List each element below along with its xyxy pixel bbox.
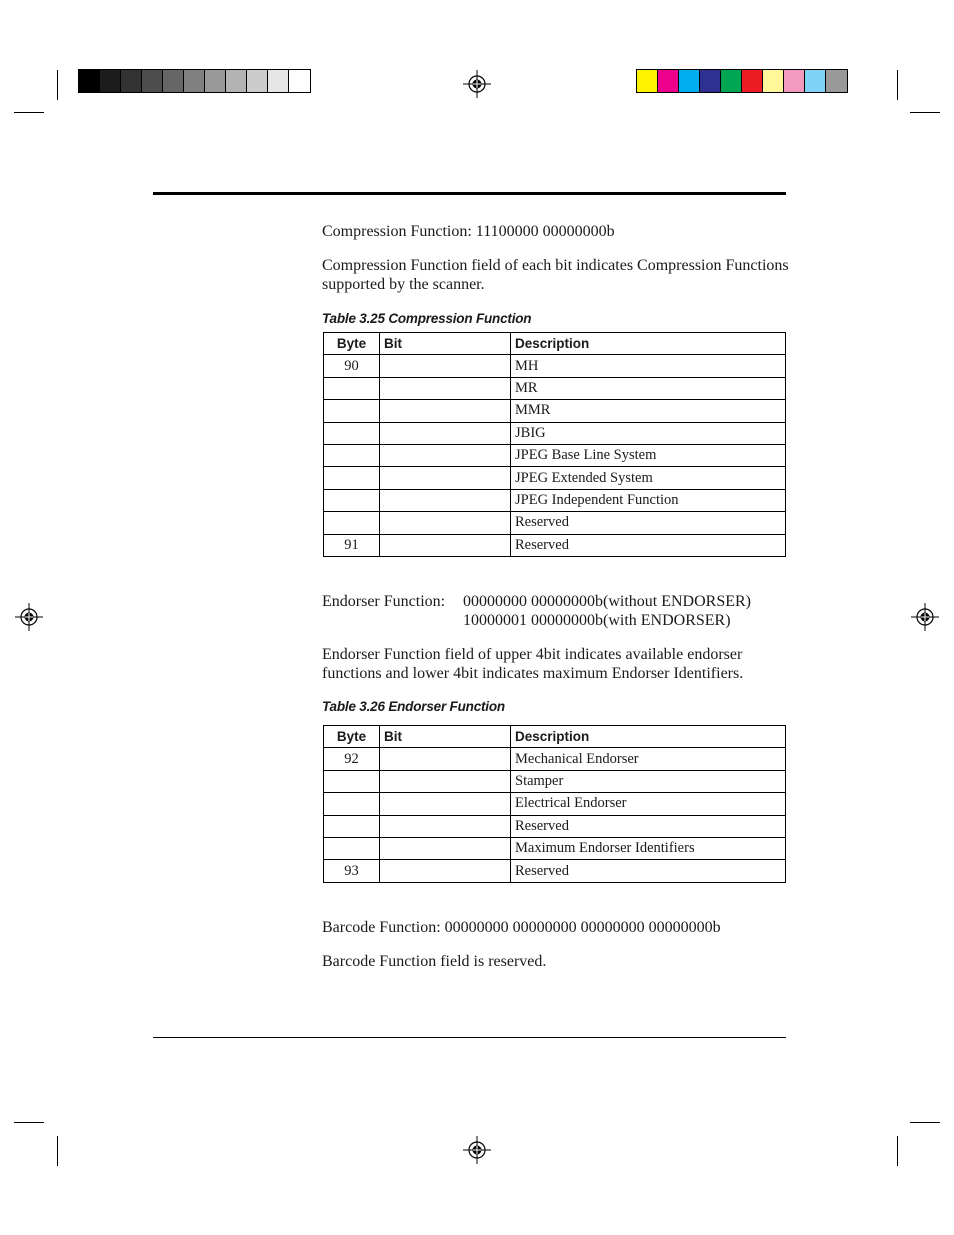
bit-cell xyxy=(380,489,511,511)
color-swatch xyxy=(763,70,784,92)
table-header-row xyxy=(324,333,786,355)
bit-cell xyxy=(380,837,511,859)
endorser-value-with: 10000001 00000000b(with ENDORSER) xyxy=(463,612,731,629)
table-caption: Table 3.26 Endorser Function xyxy=(322,699,505,714)
compression-body: Compression Function field of each bit indicates Compression Functions supported by the scanner. xyxy=(322,257,789,293)
table-row xyxy=(324,467,786,489)
byte-cell xyxy=(324,377,380,399)
color-swatch xyxy=(637,70,658,92)
bit-cell xyxy=(380,748,511,770)
table-row xyxy=(324,377,786,399)
column-header-bit: Bit xyxy=(380,726,511,748)
crop-mark xyxy=(910,1122,940,1123)
byte-cell: 90 xyxy=(324,355,380,377)
column-header-description: Description xyxy=(511,726,786,748)
byte-cell xyxy=(324,837,380,859)
color-swatch xyxy=(163,70,184,92)
bit-cell xyxy=(380,770,511,792)
description-cell: Stamper xyxy=(511,770,786,792)
bit-cell xyxy=(380,534,511,556)
color-swatch xyxy=(205,70,226,92)
byte-cell xyxy=(324,793,380,815)
table-row xyxy=(324,793,786,815)
bit-cell xyxy=(380,355,511,377)
color-swatch xyxy=(700,70,721,92)
bit-cell xyxy=(380,467,511,489)
color-swatch xyxy=(721,70,742,92)
color-swatch xyxy=(658,70,679,92)
table-row xyxy=(324,815,786,837)
byte-cell xyxy=(324,770,380,792)
column-header-description: Description xyxy=(511,333,786,355)
table-row xyxy=(324,489,786,511)
table-row xyxy=(324,355,786,377)
compression-heading: Compression Function: 11100000 00000000b xyxy=(322,223,615,240)
byte-cell: 91 xyxy=(324,534,380,556)
registration-mark-icon xyxy=(463,1136,491,1164)
byte-cell xyxy=(324,422,380,444)
crop-mark xyxy=(910,112,940,113)
table-row xyxy=(324,512,786,534)
column-header-byte: Byte xyxy=(324,726,380,748)
color-swatch xyxy=(742,70,763,92)
description-cell: Mechanical Endorser xyxy=(511,748,786,770)
table-row xyxy=(324,400,786,422)
bit-cell xyxy=(380,422,511,444)
description-cell: MH xyxy=(511,355,786,377)
gray-color-bar xyxy=(78,69,311,93)
table-header-row xyxy=(324,726,786,748)
registration-mark-icon xyxy=(463,70,491,98)
bit-cell xyxy=(380,377,511,399)
crop-mark xyxy=(897,1136,898,1166)
crop-mark xyxy=(14,112,44,113)
byte-cell: 92 xyxy=(324,748,380,770)
crop-mark xyxy=(14,1122,44,1123)
color-swatch xyxy=(289,70,310,92)
registration-mark-icon xyxy=(911,603,939,631)
description-cell: Maximum Endorser Identifiers xyxy=(511,837,786,859)
bit-cell xyxy=(380,860,511,882)
byte-cell xyxy=(324,444,380,466)
description-cell: MMR xyxy=(511,400,786,422)
column-header-byte: Byte xyxy=(324,333,380,355)
description-cell: Reserved xyxy=(511,860,786,882)
byte-cell: 93 xyxy=(324,860,380,882)
crop-mark xyxy=(57,1136,58,1166)
registration-mark-icon xyxy=(15,603,43,631)
color-swatch xyxy=(100,70,121,92)
endorser-body: Endorser Function field of upper 4bit indicates available endorser functions and lower 4bit indicates maximum Endorser Identifiers. xyxy=(322,646,744,682)
color-swatch xyxy=(142,70,163,92)
description-cell: Reserved xyxy=(511,534,786,556)
compression-table xyxy=(323,332,786,557)
table-row xyxy=(324,444,786,466)
table-row xyxy=(324,770,786,792)
byte-cell xyxy=(324,815,380,837)
bit-cell xyxy=(380,444,511,466)
header-rule xyxy=(153,192,786,195)
crop-mark xyxy=(897,70,898,100)
color-swatch xyxy=(184,70,205,92)
table-row xyxy=(324,748,786,770)
color-swatch xyxy=(784,70,805,92)
bit-cell xyxy=(380,400,511,422)
endorser-label: Endorser Function: xyxy=(322,593,446,610)
footer-rule xyxy=(153,1037,786,1038)
crop-mark xyxy=(57,70,58,100)
description-cell: Electrical Endorser xyxy=(511,793,786,815)
column-header-bit: Bit xyxy=(380,333,511,355)
byte-cell xyxy=(324,467,380,489)
table-row xyxy=(324,534,786,556)
description-cell: Reserved xyxy=(511,815,786,837)
barcode-body: Barcode Function field is reserved. xyxy=(322,953,547,970)
bit-cell xyxy=(380,512,511,534)
description-cell: JPEG Extended System xyxy=(511,467,786,489)
bit-cell xyxy=(380,793,511,815)
description-cell: JBIG xyxy=(511,422,786,444)
table-row xyxy=(324,422,786,444)
color-bar xyxy=(636,69,848,93)
byte-cell xyxy=(324,400,380,422)
barcode-heading: Barcode Function: 00000000 00000000 00000000 00000000b xyxy=(322,919,721,936)
byte-cell xyxy=(324,489,380,511)
color-swatch xyxy=(268,70,289,92)
byte-cell xyxy=(324,512,380,534)
color-swatch xyxy=(121,70,142,92)
description-cell: JPEG Independent Function xyxy=(511,489,786,511)
description-cell: MR xyxy=(511,377,786,399)
color-swatch xyxy=(79,70,100,92)
color-swatch xyxy=(805,70,826,92)
endorser-table xyxy=(323,725,786,883)
table-row xyxy=(324,837,786,859)
color-swatch xyxy=(679,70,700,92)
description-cell: Reserved xyxy=(511,512,786,534)
bit-cell xyxy=(380,815,511,837)
color-swatch xyxy=(226,70,247,92)
endorser-value-without: 00000000 00000000b(without ENDORSER) xyxy=(463,593,751,610)
color-swatch xyxy=(247,70,268,92)
description-cell: JPEG Base Line System xyxy=(511,444,786,466)
table-caption: Table 3.25 Compression Function xyxy=(322,311,532,326)
color-swatch xyxy=(826,70,847,92)
table-row xyxy=(324,860,786,882)
